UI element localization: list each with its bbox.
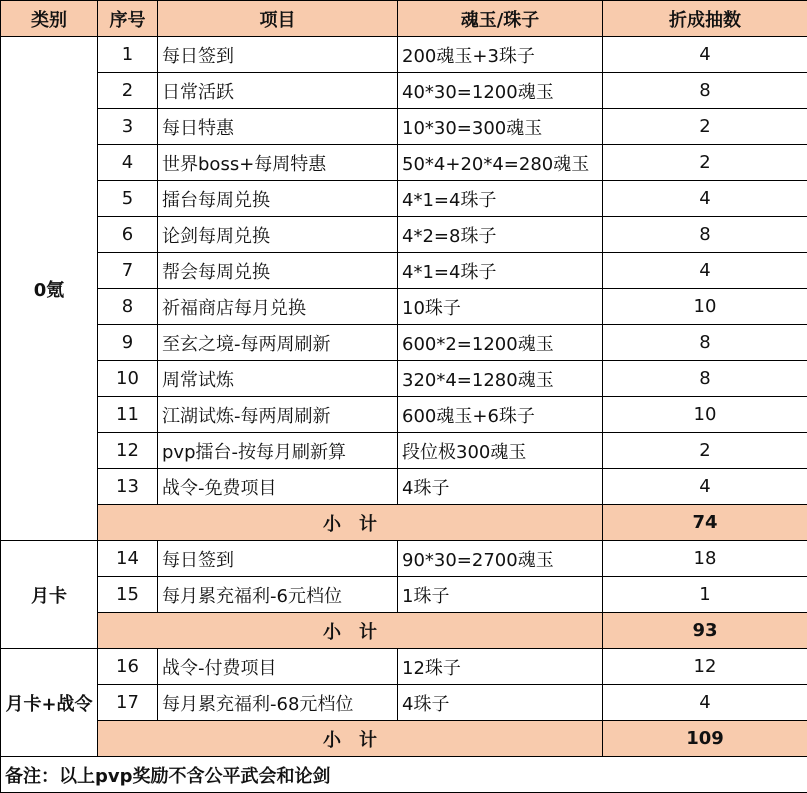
table-body [1, 37, 807, 757]
table-row [1, 109, 807, 145]
item-cell: 世界boss+每周特惠 [158, 145, 398, 181]
draws-cell: 4 [603, 37, 807, 73]
table-row [1, 361, 807, 397]
subtotal-label: 小 计 [98, 721, 603, 757]
table-row [1, 73, 807, 109]
index-cell: 16 [98, 649, 158, 685]
draws-cell: 2 [603, 109, 807, 145]
item-cell: 每月累充福利-6元档位 [158, 577, 398, 613]
index-cell: 17 [98, 685, 158, 721]
index-cell: 4 [98, 145, 158, 181]
table-row [1, 253, 807, 289]
item-cell: 江湖试炼-每两周刷新 [158, 397, 398, 433]
draws-cell: 4 [603, 253, 807, 289]
draws-cell: 10 [603, 397, 807, 433]
item-cell: 论剑每周兑换 [158, 217, 398, 253]
header-row [1, 1, 807, 37]
index-cell: 9 [98, 325, 158, 361]
table-row [1, 649, 807, 685]
reward-cell: 40*30=1200魂玉 [398, 73, 603, 109]
index-cell: 1 [98, 37, 158, 73]
item-cell: 擂台每周兑换 [158, 181, 398, 217]
reward-cell: 50*4+20*4=280魂玉 [398, 145, 603, 181]
header-item: 项目 [158, 1, 398, 37]
index-cell: 7 [98, 253, 158, 289]
reward-cell: 90*30=2700魂玉 [398, 541, 603, 577]
item-cell: 战令-付费项目 [158, 649, 398, 685]
draws-cell: 8 [603, 325, 807, 361]
index-cell: 2 [98, 73, 158, 109]
table-row [1, 37, 807, 73]
reward-cell: 4珠子 [398, 685, 603, 721]
subtotal-label: 小 计 [98, 505, 603, 541]
subtotal-value: 93 [603, 613, 807, 649]
item-cell: 祈福商店每月兑换 [158, 289, 398, 325]
index-cell: 3 [98, 109, 158, 145]
draws-cell: 8 [603, 217, 807, 253]
draws-cell: 2 [603, 433, 807, 469]
header-category: 类别 [1, 1, 98, 37]
note-row [1, 757, 807, 793]
reward-cell: 320*4=1280魂玉 [398, 361, 603, 397]
item-cell: 帮会每周兑换 [158, 253, 398, 289]
subtotal-label: 小 计 [98, 613, 603, 649]
table-row [1, 685, 807, 721]
reward-cell: 200魂玉+3珠子 [398, 37, 603, 73]
reward-cell: 段位极300魂玉 [398, 433, 603, 469]
item-cell: 每月累充福利-68元档位 [158, 685, 398, 721]
index-cell: 13 [98, 469, 158, 505]
draws-cell: 12 [603, 649, 807, 685]
table-row [1, 397, 807, 433]
index-cell: 14 [98, 541, 158, 577]
category-cell: 0氪 [1, 37, 98, 541]
index-cell: 15 [98, 577, 158, 613]
subtotal-value: 74 [603, 505, 807, 541]
draws-cell: 2 [603, 145, 807, 181]
draws-cell: 8 [603, 73, 807, 109]
table-row [1, 145, 807, 181]
draws-cell: 4 [603, 181, 807, 217]
subtotal-row [1, 505, 807, 541]
index-cell: 10 [98, 361, 158, 397]
index-cell: 11 [98, 397, 158, 433]
draws-cell: 8 [603, 361, 807, 397]
reward-cell: 12珠子 [398, 649, 603, 685]
reward-cell: 10*30=300魂玉 [398, 109, 603, 145]
reward-cell: 4*2=8珠子 [398, 217, 603, 253]
table-row [1, 325, 807, 361]
table-row [1, 577, 807, 613]
table-row [1, 217, 807, 253]
item-cell: 周常试炼 [158, 361, 398, 397]
subtotal-row [1, 721, 807, 757]
index-cell: 6 [98, 217, 158, 253]
table-row [1, 289, 807, 325]
reward-cell: 4*1=4珠子 [398, 253, 603, 289]
reward-cell: 4珠子 [398, 469, 603, 505]
table-row [1, 541, 807, 577]
item-cell: 每日签到 [158, 37, 398, 73]
item-cell: 至玄之境-每两周刷新 [158, 325, 398, 361]
subtotal-row [1, 613, 807, 649]
table-row [1, 433, 807, 469]
subtotal-value: 109 [603, 721, 807, 757]
table-row [1, 469, 807, 505]
category-cell: 月卡+战令 [1, 649, 98, 757]
index-cell: 5 [98, 181, 158, 217]
index-cell: 8 [98, 289, 158, 325]
reward-cell: 600魂玉+6珠子 [398, 397, 603, 433]
header-reward: 魂玉/珠子 [398, 1, 603, 37]
item-cell: 每日签到 [158, 541, 398, 577]
draws-cell: 4 [603, 469, 807, 505]
draws-cell: 1 [603, 577, 807, 613]
reward-cell: 1珠子 [398, 577, 603, 613]
draws-cell: 4 [603, 685, 807, 721]
category-cell: 月卡 [1, 541, 98, 649]
header-draws: 折成抽数 [603, 1, 807, 37]
reward-cell: 4*1=4珠子 [398, 181, 603, 217]
draws-cell: 18 [603, 541, 807, 577]
table-row [1, 181, 807, 217]
header-index: 序号 [98, 1, 158, 37]
draws-cell: 10 [603, 289, 807, 325]
reward-cell: 600*2=1200魂玉 [398, 325, 603, 361]
item-cell: 每日特惠 [158, 109, 398, 145]
note-text: 备注：以上pvp奖励不含公平武会和论剑 [1, 757, 807, 793]
index-cell: 12 [98, 433, 158, 469]
item-cell: 日常活跃 [158, 73, 398, 109]
reward-cell: 10珠子 [398, 289, 603, 325]
item-cell: pvp擂台-按每月刷新算 [158, 433, 398, 469]
item-cell: 战令-免费项目 [158, 469, 398, 505]
